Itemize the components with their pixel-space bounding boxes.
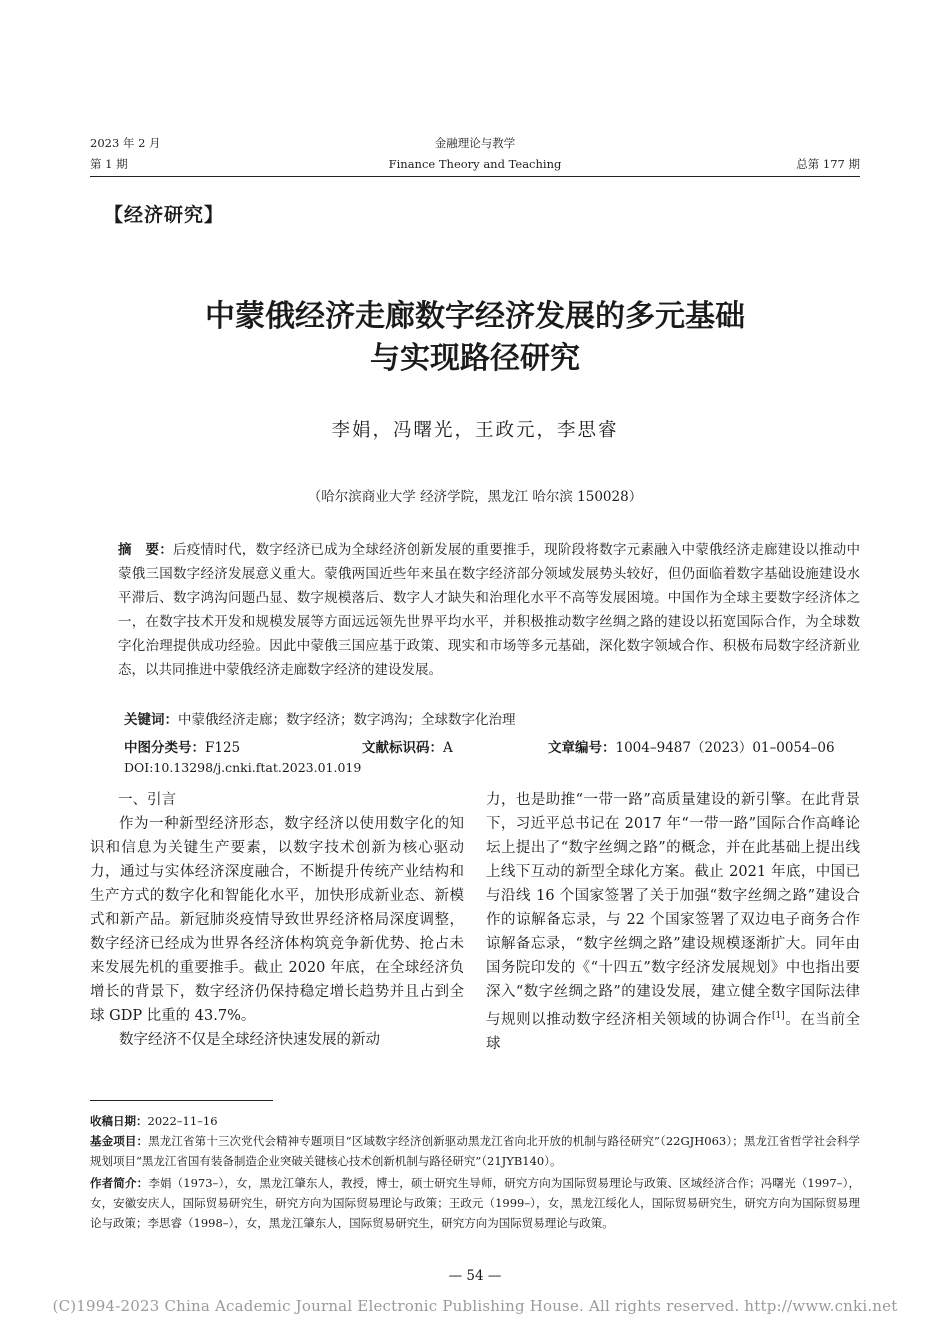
footnote-received [90, 1111, 860, 1131]
section-tag: 【经济研究】 [104, 204, 225, 226]
article-number [548, 736, 835, 756]
keywords [124, 708, 516, 728]
journal-title-cn: 金融理论与教学 [434, 136, 516, 150]
article-number-label: 文章编号： [548, 740, 616, 756]
clc-label: 中图分类号： [124, 740, 205, 756]
paragraph: 作为一种新型经济形态，数字经济以使用数字化的知识和信息为关键生产要素，以数字技术创新为核心驱动力，通过与实体经济深度融合，不断提升传统产业结构和生产方式的数字化和智能化水平，加快形成新业态、新模式和新产品。新冠肺炎疫情导致世界经济格局深度调整，数字经济已经成为世界各经济体构筑竞争新优势、抢占未来发展先机的重要推手。截止 2020 年底，在全球经济负增长的背景下，数字经济仍保持稳定增长趋势并且占到全球 GDP 比重的 43.7%。 [90, 816, 464, 1024]
article-title-line1: 中蒙俄经济走廊数字经济发展的多元基础 [205, 299, 745, 334]
document-code [362, 736, 453, 756]
body-right-column [486, 788, 860, 1056]
article-number-value: 1004–9487（2023）01–0054–06 [615, 740, 835, 756]
keywords-label: 关键词： [124, 712, 178, 728]
header-rule [90, 176, 860, 177]
fund-label: 基金项目： [90, 1134, 149, 1148]
paragraph-text: 。在当前全球 [486, 1011, 861, 1052]
paragraph: 数字经济不仅是全球经济快速发展的新动 [119, 1032, 380, 1048]
doi: DOI:10.13298/j.cnki.ftat.2023.01.019 [124, 760, 362, 775]
abstract-text: 后疫情时代，数字经济已成为全球经济创新发展的重要推手，现阶段将数字元素融入中蒙俄经济走廊建设以推动中蒙俄三国数字经济发展意义重大。蒙俄两国近些年来虽在数字经济部分领域发展势头较好，但仍面临着数字基础设施建设水平滞后、数字鸿沟问题凸显、数字规模落后、数字人才缺失和治理化水平不高等发展困境。中国作为全球主要数字经济体之一，在数字技术开发和规模发展等方面远远领先世界平均水平，并积极推动数字丝绸之路的建设以拓宽国际合作，为全球数字化治理提供成功经验。因此中蒙俄三国应基于政策、现实和市场等多元基础，深化数字领域合作、积极布局数字经济新业态，以共同推进中蒙俄经济走廊数字经济的建设发展。 [118, 542, 861, 678]
author-bio-value: 李娟（1973–），女，黑龙江肇东人，教授，博士，硕士研究生导师，研究方向为国际贸易理论与政策、区域经济合作；冯曙光（1997–），女，安徽安庆人，国际贸易研究生，研究方向为国际贸易理论与政策；王政元（1999–），女，黑龙江绥化人，国际贸易研究生，研究方向为国际贸易理论与政策；李思睿（1998–），女，黑龙江肇东人，国际贸易研究生，研究方向为国际贸易理论与政策。 [90, 1176, 861, 1230]
abstract [118, 538, 860, 682]
doc-code-value: A [443, 740, 453, 756]
clc-number [124, 736, 240, 756]
paragraph-text: 力，也是助推“一带一路”高质量建设的新引擎。在此背景下，习近平总书记在 2017 年“一带一路”国际合作高峰论坛上提出了“数字丝绸之路”的概念，并在此基础上提出线上线下互动的新型全球化方案。截止 2021 年底，中国已与沿线 16 个国家签署了关于加强“数字丝绸之路”建设合作的谅解备忘录，与 22 个国家签署了双边电子商务合作谅解备忘录，“数字丝绸之路”建设规模逐渐扩大。同年由国务院印发的《“十四五”数字经济发展规划》中也指出要深入“数字丝绸之路”的建设发展，建立健全数字国际法律与规则以推动数字经济相关领域的协调合作 [486, 792, 860, 1028]
received-value: 2022–11–16 [147, 1114, 218, 1128]
footnote-authors [90, 1173, 860, 1233]
footnote-fund [90, 1131, 860, 1171]
received-label: 收稿日期： [90, 1114, 148, 1128]
author-bio-label: 作者简介： [90, 1176, 149, 1190]
copyright-footer: (C)1994-2023 China Academic Journal Electronic Publishing House. All rights reserved. http://www.cnki.net [52, 1297, 898, 1315]
keywords-text: 中蒙俄经济走廊；数字经济；数字鸿沟；全球数字化治理 [178, 712, 516, 728]
footnote-rule [90, 1100, 273, 1101]
clc-value: F125 [205, 740, 241, 756]
section-heading: 一、引言 [118, 792, 176, 808]
affiliation: （哈尔滨商业大学 经济学院，黑龙江 哈尔滨 150028） [307, 489, 643, 505]
authors: 李娟，冯曙光，王政元，李思睿 [331, 420, 619, 441]
fund-value: 黑龙江省第十三次党代会精神专题项目“区域数字经济创新驱动黑龙江省向北开放的机制与路径研究”（22GJH063）；黑龙江省哲学社会科学规划项目“黑龙江省国有装备制造企业突破关键核心技术创新机制与路径研究”（21JYB140）。 [90, 1134, 860, 1168]
header-date: 2023 年 2 月 [90, 136, 161, 150]
doc-code-label: 文献标识码： [362, 740, 443, 756]
body-left-column [90, 788, 464, 1052]
abstract-label: 摘 要： [118, 542, 173, 558]
page-number: — 54 — [448, 1268, 502, 1284]
journal-title-en: Finance Theory and Teaching [388, 157, 562, 171]
header-issue: 第 1 期 [90, 157, 128, 171]
paragraph [486, 788, 860, 1056]
article-title-line2: 与实现路径研究 [370, 341, 580, 376]
header-total-issue: 总第 177 期 [796, 157, 860, 171]
citation-ref: [1] [772, 1011, 785, 1021]
